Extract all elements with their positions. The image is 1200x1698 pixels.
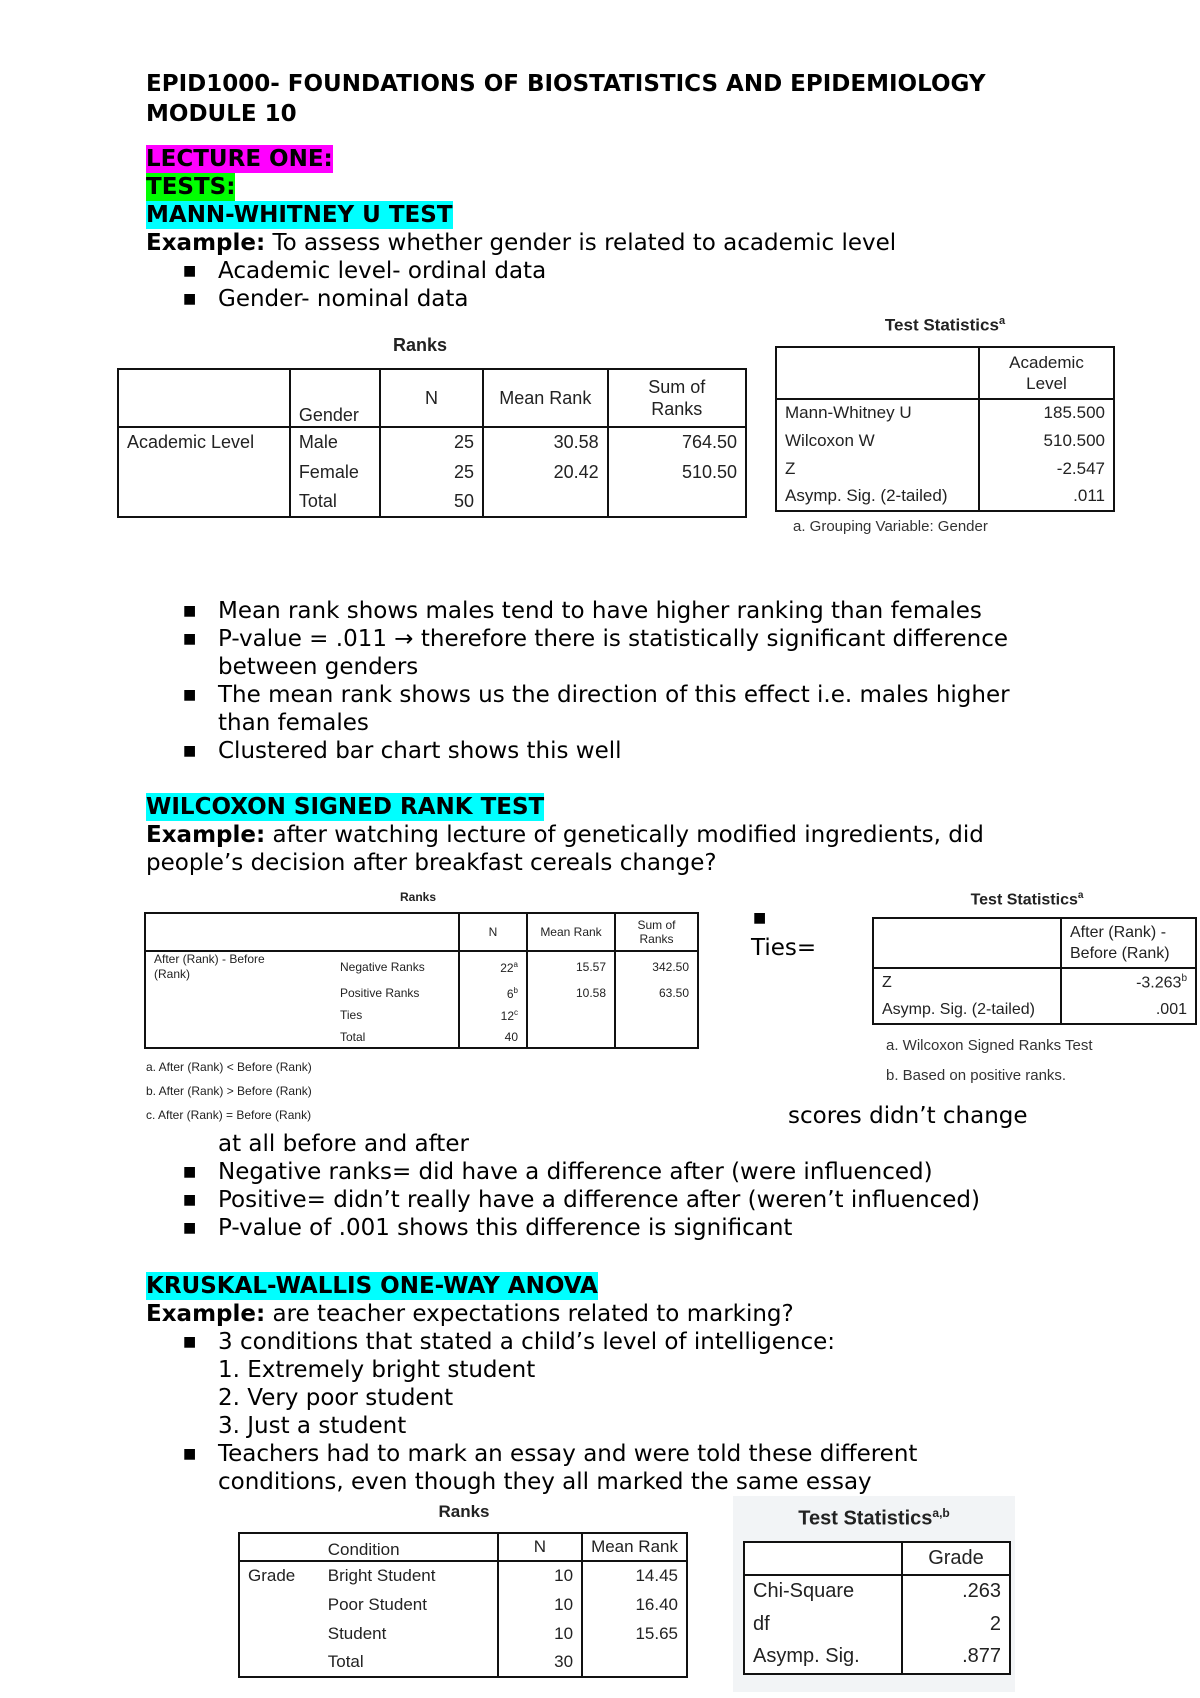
bullet-icon: ■	[183, 1192, 197, 1208]
table-footnote: a. After (Rank) < Before (Rank)	[146, 1060, 312, 1074]
table-cell	[615, 1004, 698, 1026]
bullet-icon: ■	[183, 603, 197, 619]
mw-note-3-cont: than females	[218, 710, 369, 736]
col-header: Condition	[320, 1533, 498, 1561]
table-cell	[608, 487, 746, 517]
example-label: Example:	[146, 1301, 266, 1327]
ties-label: Ties=	[751, 935, 817, 961]
wsr-example-cont: people’s decision after breakfast cereals change?	[146, 850, 717, 876]
table-footnote: b. Based on positive ranks.	[886, 1067, 1067, 1085]
module-title: MODULE 10	[146, 101, 297, 127]
table-caption: Ranks	[392, 335, 448, 355]
table-cell	[582, 1648, 687, 1677]
kw-numbered-2: 2. Very poor student	[218, 1385, 454, 1411]
mw-note-4: Clustered bar chart shows this well	[218, 738, 622, 764]
example-label: Example:	[146, 230, 266, 256]
table-cell: Positive Ranks	[332, 982, 459, 1004]
bullet-icon: ■	[183, 1220, 197, 1236]
stat-value: .011	[979, 483, 1114, 511]
col-header: N	[498, 1533, 582, 1561]
table-cell: 15.65	[582, 1619, 687, 1648]
stat-label: Chi-Square	[744, 1575, 902, 1608]
stat-value: -2.547	[979, 455, 1114, 483]
table-footnote: c. After (Rank) = Before (Rank)	[146, 1108, 312, 1122]
kruskal-wallis-heading: KRUSKAL-WALLIS ONE-WAY ANOVA	[146, 1273, 598, 1299]
bullet-icon: ■	[183, 687, 197, 703]
table-caption: Ranks	[399, 890, 437, 904]
table-cell	[615, 1026, 698, 1048]
col-header: Sum of Ranks	[608, 369, 746, 427]
table-cell: 16.40	[582, 1590, 687, 1619]
table-caption: Ranks	[438, 1502, 490, 1521]
table-caption: Test Statistics$^a$	[970, 890, 1084, 909]
table-caption: Test Statistics$^{a,b}$	[798, 1506, 950, 1530]
stat-label: Asymp. Sig.	[744, 1641, 902, 1674]
row-group-label: Grade	[239, 1561, 320, 1590]
col-header: Mean Rank	[527, 913, 615, 951]
kw-numbered-3: 3. Just a student	[218, 1413, 407, 1439]
table-cell: Female	[290, 457, 380, 487]
table-cell: 30.58	[483, 427, 608, 457]
stat-label: Z	[776, 455, 979, 483]
bullet-icon: ■	[183, 263, 197, 279]
table-cell: 10.58	[527, 982, 615, 1004]
stat-value: 185.500	[979, 399, 1114, 427]
bullet-icon: ■	[183, 1334, 197, 1350]
stat-label: Asymp. Sig. (2-tailed)	[873, 996, 1061, 1024]
stat-value: 2	[902, 1608, 1010, 1641]
table-cell: 10	[498, 1561, 582, 1590]
example-text: To assess whether gender is related to academic level	[265, 230, 897, 256]
wsr-test-statistics	[872, 890, 1197, 1091]
example-text: are teacher expectations related to marking?	[265, 1301, 794, 1327]
table-cell: Total	[320, 1648, 498, 1677]
stat-value: 510.500	[979, 427, 1114, 455]
table-cell: 6$^b$	[459, 982, 527, 1004]
bullet-icon: ■	[183, 1446, 197, 1462]
stat-value: .877	[902, 1641, 1010, 1674]
mw-example	[146, 229, 896, 257]
kw-bullet-2: Teachers had to mark an essay and were told these different	[218, 1441, 918, 1467]
tests-heading: TESTS:	[146, 174, 236, 200]
mw-note-1: Mean rank shows males tend to have higher ranking than females	[218, 598, 982, 624]
col-header: Academic Level	[979, 347, 1114, 399]
table-cell: 40	[459, 1026, 527, 1048]
table-cell: Male	[290, 427, 380, 457]
table-cell: 12$^c$	[459, 1004, 527, 1026]
bullet-icon: ■	[183, 1164, 197, 1180]
ties-explanation-cont: at all before and after	[218, 1131, 469, 1157]
table-cell: 25	[380, 427, 483, 457]
wsr-ranks-table	[138, 890, 698, 1127]
wsr-note-3: P-value of .001 shows this difference is significant	[218, 1215, 793, 1241]
stat-label: Wilcoxon W	[776, 427, 979, 455]
kw-test-statistics	[733, 1496, 1015, 1692]
mw-note-3: The mean rank shows us the direction of this effect i.e. males higher	[218, 682, 1010, 708]
stat-value: -3.263$^b$	[1061, 968, 1196, 996]
kw-bullet-2-cont: conditions, even though they all marked the same essay	[218, 1469, 872, 1495]
kw-numbered-1: 1. Extremely bright student	[218, 1357, 536, 1383]
mw-ranks-table	[105, 335, 735, 518]
col-header: Mean Rank	[582, 1533, 687, 1561]
table-cell: 63.50	[615, 982, 698, 1004]
col-header: Grade	[902, 1542, 1010, 1575]
table-cell: 22$^a$	[459, 951, 527, 982]
col-header: Sum of Ranks	[615, 913, 698, 951]
table-cell: Total	[332, 1026, 459, 1048]
bullet-icon: ■	[183, 743, 197, 759]
lecture-heading: LECTURE ONE:	[146, 146, 333, 172]
example-text: after watching lecture of genetically modified ingredients, did	[265, 822, 984, 848]
table-cell: Bright Student	[320, 1561, 498, 1590]
mw-note-2-cont: between genders	[218, 654, 419, 680]
mw-bullet-2: Gender- nominal data	[218, 286, 469, 312]
bullet-icon: ■	[753, 910, 767, 926]
table-cell: Poor Student	[320, 1590, 498, 1619]
kw-example	[146, 1300, 794, 1328]
table-cell: 342.50	[615, 951, 698, 982]
stat-label: Asymp. Sig. (2-tailed)	[776, 483, 979, 511]
table-footnote: b. After (Rank) > Before (Rank)	[146, 1084, 312, 1098]
table-cell	[527, 1004, 615, 1026]
table-cell: 50	[380, 487, 483, 517]
table-cell: 10	[498, 1590, 582, 1619]
mw-bullet-1: Academic level- ordinal data	[218, 258, 547, 284]
ties-explanation: scores didn’t change	[788, 1103, 1028, 1129]
stat-value: .001	[1061, 996, 1196, 1024]
table-cell: 14.45	[582, 1561, 687, 1590]
kw-ranks-table	[238, 1502, 690, 1678]
wsr-note-2: Positive= didn’t really have a difference after (weren’t influenced)	[218, 1187, 980, 1213]
table-footnote: a. Wilcoxon Signed Ranks Test	[886, 1037, 1093, 1055]
col-header: Mean Rank	[483, 369, 608, 427]
table-cell: 20.42	[483, 457, 608, 487]
row-group-label: Academic Level	[118, 427, 290, 457]
table-cell: Ties	[332, 1004, 459, 1026]
kw-bullet-1: 3 conditions that stated a child’s level of intelligence:	[218, 1329, 836, 1355]
col-header: N	[459, 913, 527, 951]
wilcoxon-heading: WILCOXON SIGNED RANK TEST	[146, 794, 545, 820]
table-cell: 510.50	[608, 457, 746, 487]
table-cell	[483, 487, 608, 517]
table-cell: 15.57	[527, 951, 615, 982]
col-header: Gender	[290, 369, 380, 427]
col-header: N	[380, 369, 483, 427]
stat-label: Z	[873, 968, 1061, 996]
document-title: EPID1000- FOUNDATIONS OF BIOSTATISTICS AND EPIDEMIOLOGY	[146, 71, 986, 97]
row-group-label: After (Rank) - Before (Rank)	[145, 951, 332, 982]
wsr-note-1: Negative ranks= did have a difference after (were influenced)	[218, 1159, 933, 1185]
table-cell: Student	[320, 1619, 498, 1648]
stat-label: df	[744, 1608, 902, 1641]
table-cell: Negative Ranks	[332, 951, 459, 982]
table-cell: 764.50	[608, 427, 746, 457]
mw-test-statistics	[775, 315, 1115, 535]
wsr-example	[146, 821, 984, 849]
table-caption: Test Statistics$^a$	[884, 315, 1006, 335]
table-cell	[527, 1026, 615, 1048]
bullet-icon: ■	[183, 291, 197, 307]
example-label: Example:	[146, 822, 266, 848]
stat-value: .263	[902, 1575, 1010, 1608]
table-cell: 25	[380, 457, 483, 487]
mw-note-2: P-value = .011 → therefore there is statistically significant difference	[218, 626, 1009, 652]
table-cell: 30	[498, 1648, 582, 1677]
table-cell: Total	[290, 487, 380, 517]
table-footnote: a. Grouping Variable: Gender	[793, 517, 988, 535]
stat-label: Mann-Whitney U	[776, 399, 979, 427]
col-header: After (Rank) - Before (Rank)	[1061, 918, 1196, 968]
table-cell: 10	[498, 1619, 582, 1648]
mann-whitney-heading: MANN-WHITNEY U TEST	[146, 202, 453, 228]
bullet-icon: ■	[183, 631, 197, 647]
